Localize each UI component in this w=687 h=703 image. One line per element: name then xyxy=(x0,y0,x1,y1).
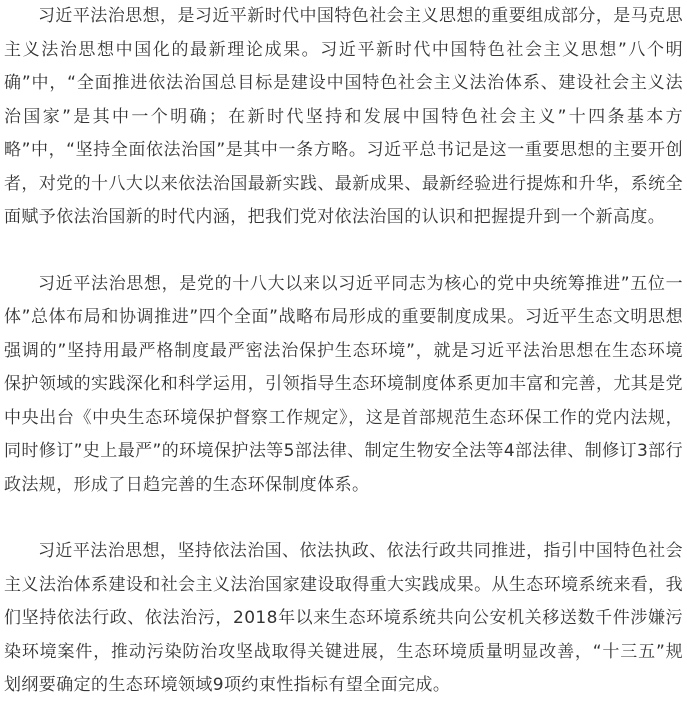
paragraph-2: 习近平法治思想，是党的十八大以来以习近平同志为核心的党中央统筹推进”五位一体”总体布局和协调推进”四个全面”战略布局形成的重要制度成果。习近平生态文明思想强调的”坚持用最严格制度最严密法治保护生态环境”，就是习近平法治思想在生态环境保护领域的实践深化和科学运用，引领指导生态环境制度体系更加丰富和完善，尤其是党中央出台《中央生态环境保护督察工作规定》，这是首部规范生态环保工作的党内法规，同时修订”史上最严”的环境保护法等5部法律、制定生物安全法等4部法律、制修订3部行政法规，形成了日趋完善的生态环保制度体系。 xyxy=(4,273,683,495)
paragraph-1: 习近平法治思想，是习近平新时代中国特色社会主义思想的重要组成部分，是马克思主义法治思想中国化的最新理论成果。习近平新时代中国特色社会主义思想”八个明确”中，“全面推进依法治国总目标是建设中国特色社会主义法治体系、建设社会主义法治国家”是其中一个明确；在新时代坚持和发展中国特色社会主义”十四条基本方略”中，“坚持全面依法治国”是其中一条方略。习近平总书记是这一重要思想的主要开创者，对党的十八大以来依法治国最新实践、最新成果、最新经验进行提炼和升华，系统全面赋予依法治国新的时代内涵，把我们党对依法治国的认识和把握提升到一个新高度。 xyxy=(4,6,683,227)
paragraph-3: 习近平法治思想，坚持依法治国、依法执政、依法行政共同推进，指引中国特色社会主义法治体系建设和社会主义法治国家建设取得重大实践成果。从生态环境系统来看，我们坚持依法行政、依法治污，2018年以来生态环境系统共向公安机关移送数千件涉嫌污染环境案件，推动污染防治攻坚战取得关键进展，生态环境质量明显改善，“十三五”规划纲要确定的生态环境领域9项约束性指标有望全面完成。 xyxy=(4,541,683,695)
